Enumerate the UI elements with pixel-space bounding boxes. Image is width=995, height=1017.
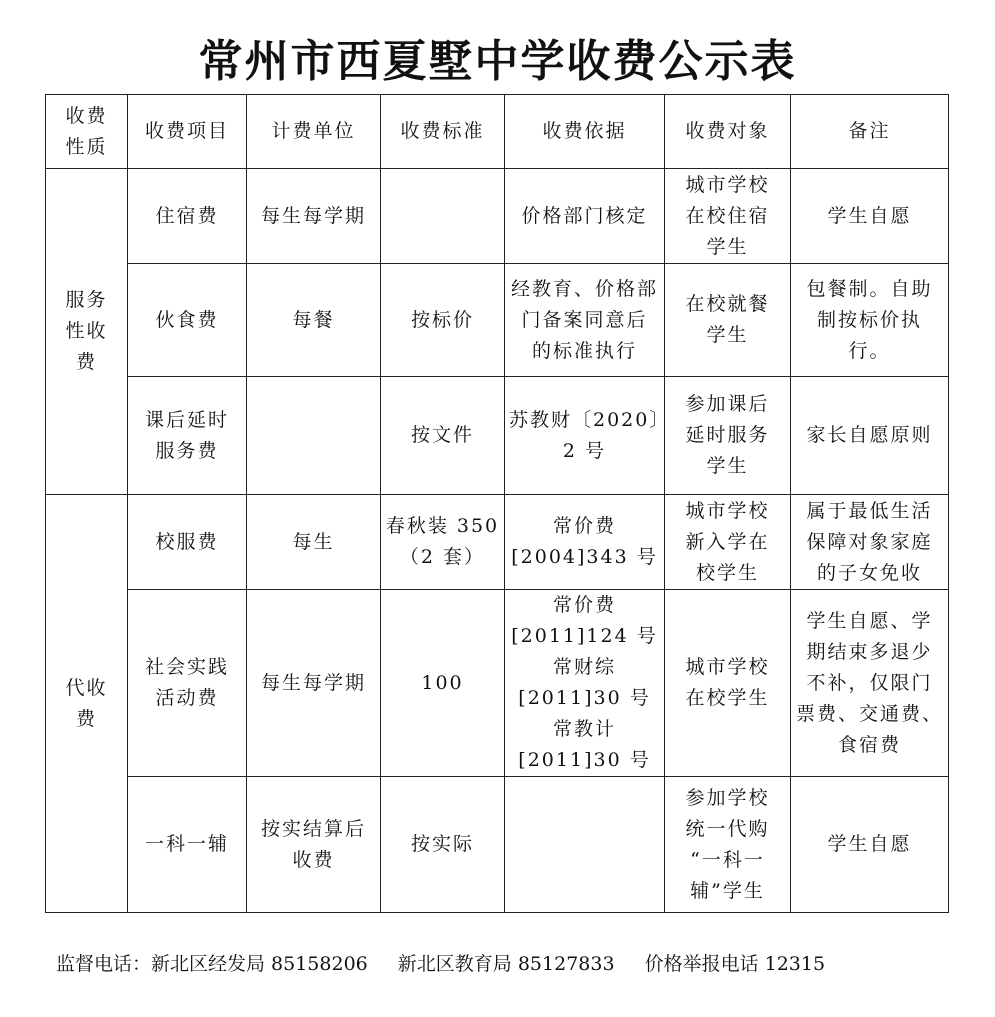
cell-target	[665, 264, 791, 377]
cell-line: 包餐制。自助	[806, 277, 933, 300]
cell-line: 每生每学期	[260, 204, 366, 227]
cell-standard	[381, 169, 505, 264]
cell-line: 100	[421, 671, 464, 694]
cell-unit	[247, 495, 381, 590]
cell-line: 校学生	[695, 561, 759, 584]
cell-line: 社会实践	[144, 656, 229, 678]
cell-line: 常价费	[552, 594, 616, 616]
cell-line: 一科一辅	[144, 833, 229, 855]
cell-line: 每生	[292, 530, 335, 553]
cell-target	[665, 777, 791, 913]
cell-line: 每生每学期	[260, 671, 366, 694]
header-basis: 收费依据	[505, 95, 665, 169]
cell-line: 参加学校	[685, 786, 770, 809]
cell-note	[791, 590, 949, 777]
cell-line: （2 套）	[399, 546, 486, 568]
cell-line: [2011]124 号	[511, 625, 658, 647]
cell-standard	[381, 590, 505, 777]
cell-basis	[505, 590, 665, 777]
cell-line: 经教育、价格部	[510, 277, 658, 300]
cell-line: 学生	[706, 324, 749, 346]
cell-note	[791, 377, 949, 495]
cell-line: 价格部门核定	[521, 204, 648, 227]
cell-unit	[247, 590, 381, 777]
cell-line: 城市学校	[685, 499, 770, 522]
cell-line: 保障对象家庭	[806, 530, 933, 553]
cell-line: 2 号	[562, 439, 607, 462]
cell-note	[791, 495, 949, 590]
group-proxy: 代收 费	[46, 495, 128, 913]
table-row	[46, 590, 949, 777]
cell-standard	[381, 377, 505, 495]
cell-line: [2011]30 号	[518, 749, 651, 771]
cell-line: 收费	[292, 848, 335, 871]
cell-target	[665, 169, 791, 264]
cell-line: 常价费	[552, 515, 616, 537]
cell-standard	[381, 495, 505, 590]
cell-line: 新入学在	[685, 530, 770, 553]
table-row	[46, 169, 949, 264]
cell-note	[791, 169, 949, 264]
cell-line: 属于最低生活	[806, 499, 933, 522]
cell-basis	[505, 264, 665, 377]
footer-education: 新北区教育局 85127833	[397, 953, 615, 975]
cell-line: 在校住宿	[685, 204, 770, 227]
cell-line: 常教计	[552, 718, 616, 740]
cell-line: 在校学生	[685, 687, 770, 709]
header-standard: 收费标准	[381, 95, 505, 169]
cell-line: 参加课后	[685, 393, 770, 415]
cell-unit	[247, 377, 381, 495]
cell-line: 按实结算后	[260, 817, 366, 840]
cell-line: 课后延时	[144, 408, 229, 431]
cell-item	[128, 264, 247, 377]
cell-standard	[381, 777, 505, 913]
footer-price-report: 价格举报电话 12315	[644, 953, 826, 975]
footer-supervision: 监督电话：新北区经发局 85158206	[56, 953, 368, 975]
cell-standard	[381, 264, 505, 377]
cell-item	[128, 377, 247, 495]
cell-item	[128, 169, 247, 264]
header-nature: 收费 性质	[46, 95, 128, 169]
table-row	[46, 777, 949, 913]
cell-line: 春秋装 350	[385, 515, 500, 537]
cell-line: 住宿费	[155, 204, 219, 227]
header-unit: 计费单位	[247, 95, 381, 169]
cell-line: 按标价	[410, 308, 474, 331]
header-row	[46, 95, 949, 169]
cell-line: 常财综	[552, 656, 616, 678]
cell-line: 学生自愿、学	[806, 609, 933, 632]
cell-line: 每餐	[292, 308, 335, 331]
cell-line: 门备案同意后	[521, 308, 648, 331]
cell-basis	[505, 495, 665, 590]
cell-unit	[247, 264, 381, 377]
cell-basis	[505, 777, 665, 913]
cell-line: 行。	[848, 339, 891, 362]
cell-line: 服务费	[155, 439, 219, 462]
cell-line: 延时服务	[685, 424, 770, 446]
cell-line: 统一代购	[685, 817, 770, 840]
cell-line: 校服费	[155, 530, 219, 553]
fee-table	[45, 94, 949, 913]
cell-line: 不补，仅限门	[806, 671, 933, 694]
cell-line: 辅”学生	[690, 879, 765, 902]
cell-item	[128, 590, 247, 777]
cell-item	[128, 777, 247, 913]
cell-line: 期结束多退少	[806, 640, 933, 663]
cell-line: 城市学校	[685, 656, 770, 678]
cell-line: 按文件	[410, 424, 474, 446]
cell-item	[128, 495, 247, 590]
header-target: 收费对象	[665, 95, 791, 169]
cell-line: “一科一	[690, 848, 765, 871]
cell-line: 城市学校	[685, 173, 770, 196]
cell-line: [2011]30 号	[518, 687, 651, 709]
cell-unit	[247, 169, 381, 264]
cell-target	[665, 377, 791, 495]
cell-line: [2004]343 号	[511, 546, 658, 568]
cell-line: 在校就餐	[685, 293, 770, 315]
cell-note	[791, 777, 949, 913]
cell-line: 制按标价执	[816, 308, 922, 331]
table-row	[46, 377, 949, 495]
cell-line: 活动费	[155, 687, 219, 709]
cell-line: 的子女免收	[816, 561, 922, 584]
cell-line: 食宿费	[837, 733, 901, 756]
table-row	[46, 495, 949, 590]
cell-target	[665, 495, 791, 590]
cell-line: 学生自愿	[827, 833, 912, 855]
cell-line: 学生	[706, 235, 749, 258]
cell-line: 按实际	[410, 833, 474, 855]
footer-hotlines	[56, 950, 849, 978]
cell-line: 的标准执行	[531, 339, 637, 362]
cell-unit	[247, 777, 381, 913]
page-title: 常州市西夏墅中学收费公示表	[198, 36, 797, 87]
cell-line: 学生自愿	[827, 204, 912, 227]
cell-note	[791, 264, 949, 377]
cell-target	[665, 590, 791, 777]
cell-line: 苏教财〔2020〕	[509, 408, 671, 431]
table-row	[46, 264, 949, 377]
cell-basis	[505, 377, 671, 495]
cell-line: 家长自愿原则	[806, 424, 933, 446]
cell-line: 票费、交通费、	[795, 702, 943, 725]
header-item: 收费项目	[128, 95, 247, 169]
cell-line: 学生	[706, 455, 749, 477]
cell-basis	[505, 169, 665, 264]
cell-line: 伙食费	[155, 308, 219, 331]
header-note: 备注	[791, 95, 949, 169]
group-service: 服务 性收 费	[46, 169, 128, 495]
